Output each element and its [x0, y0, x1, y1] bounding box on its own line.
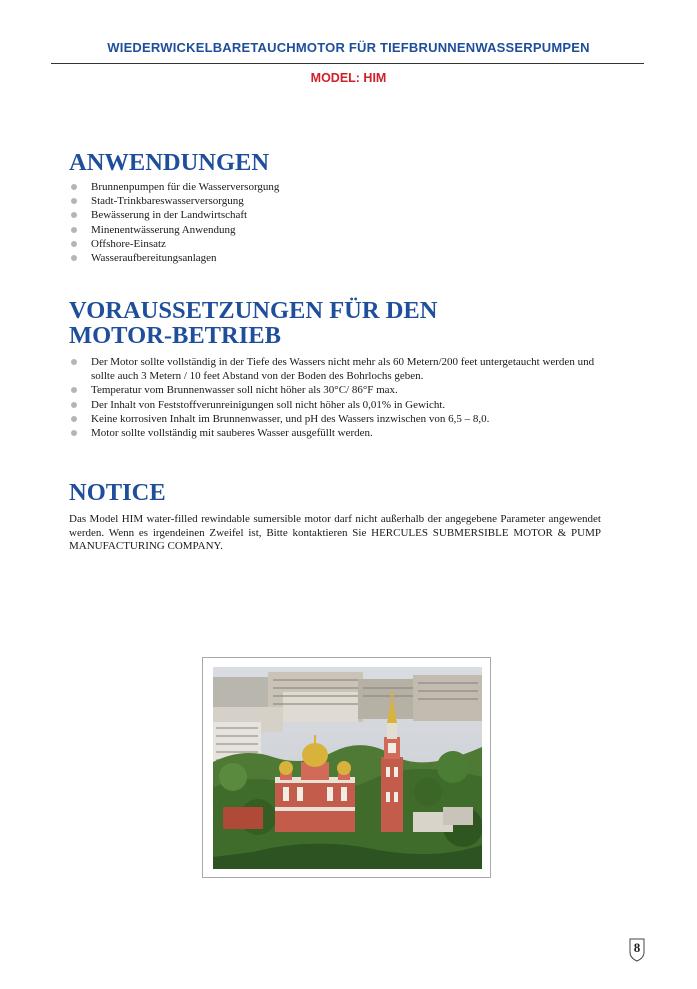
list-item-text: Der Inhalt von Feststoffverunreinigungen soll nicht höher als 0,01% in Gewicht.: [91, 398, 446, 411]
bullet-icon: [71, 227, 77, 233]
notice-text: Das Model HIM water-filled rewindable sumersible motor darf nicht außerhalb der angegebene Parameter angewendet werden. Wenn es irgendeinen Zweifel ist, Bitte kontaktieren Sie HERCULES SUBMERSIBLE MOTOR & PUMP MANUFACTURING COMPANY.: [69, 513, 601, 553]
city-church-photo: [202, 657, 491, 878]
page-number-badge: [628, 936, 646, 962]
requirements-list: [69, 355, 609, 440]
bullet-icon: [71, 184, 77, 190]
list-item-text: Minenentwässerung Anwendung: [91, 223, 236, 236]
city-church-illustration: [213, 667, 482, 869]
list-item: [69, 208, 609, 222]
list-item-text: Stadt-Trinkbareswasserversorgung: [91, 195, 244, 208]
applications-heading: ANWENDUNGEN: [69, 149, 270, 176]
list-item: [69, 237, 609, 251]
requirements-heading-line2: MOTOR-BETRIEB: [69, 322, 281, 349]
bullet-icon: [71, 416, 77, 422]
list-item-text: Offshore-Einsatz: [91, 237, 166, 250]
bullet-icon: [71, 241, 77, 247]
list-item: [69, 194, 609, 208]
notice-heading: NOTICE: [69, 479, 166, 506]
list-item: [69, 398, 609, 412]
list-item-text: Brunnenpumpen für die Wasserversorgung: [91, 181, 280, 193]
applications-list: [69, 180, 609, 265]
list-item: [69, 426, 609, 440]
bullet-icon: [71, 255, 77, 261]
requirements-heading-line1: VORAUSSETZUNGEN FÜR DEN: [69, 297, 438, 324]
list-item: [69, 180, 609, 194]
list-item-text: Wasseraufbereitungsanlagen: [91, 252, 217, 265]
page-number: 8: [633, 940, 641, 955]
list-item: [69, 412, 609, 426]
bullet-icon: [71, 212, 77, 218]
bullet-icon: [71, 198, 77, 204]
list-item: [69, 223, 609, 237]
list-item-text: Temperatur vom Brunnenwasser soll nicht höher als 30°C/ 86°F max.: [91, 384, 398, 397]
bullet-icon: [71, 387, 77, 393]
model-label: MODEL: HIM: [310, 71, 387, 85]
list-item: [69, 251, 609, 265]
bullet-icon: [71, 402, 77, 408]
document-header-title: WIEDERWICKELBARETAUCHMOTOR FÜR TIEFBRUNNENWASSERPUMPEN: [107, 40, 590, 55]
bullet-icon: [71, 430, 77, 436]
list-item: [69, 355, 609, 383]
list-item-text: Motor sollte vollständig mit sauberes Wasser ausgefüllt werden.: [91, 427, 373, 440]
bullet-icon: [71, 359, 77, 365]
header-divider: [51, 63, 644, 64]
list-item-text: Keine korrosiven Inhalt im Brunnenwasser, und pH des Wassers inzwischen von 6,5 – 8,0.: [91, 412, 490, 425]
requirements-heading: [69, 298, 437, 348]
list-item: [69, 383, 609, 397]
list-item-text: Bewässerung in der Landwirtschaft: [91, 209, 248, 222]
list-item-text: Der Motor sollte vollständig in der Tiefe des Wassers nicht mehr als 60 Metern/200 feet untergetaucht werden und sollte auch 3 Metern / 10 feet Abstand von der Boden des Bohrlochs geben.: [91, 356, 595, 383]
